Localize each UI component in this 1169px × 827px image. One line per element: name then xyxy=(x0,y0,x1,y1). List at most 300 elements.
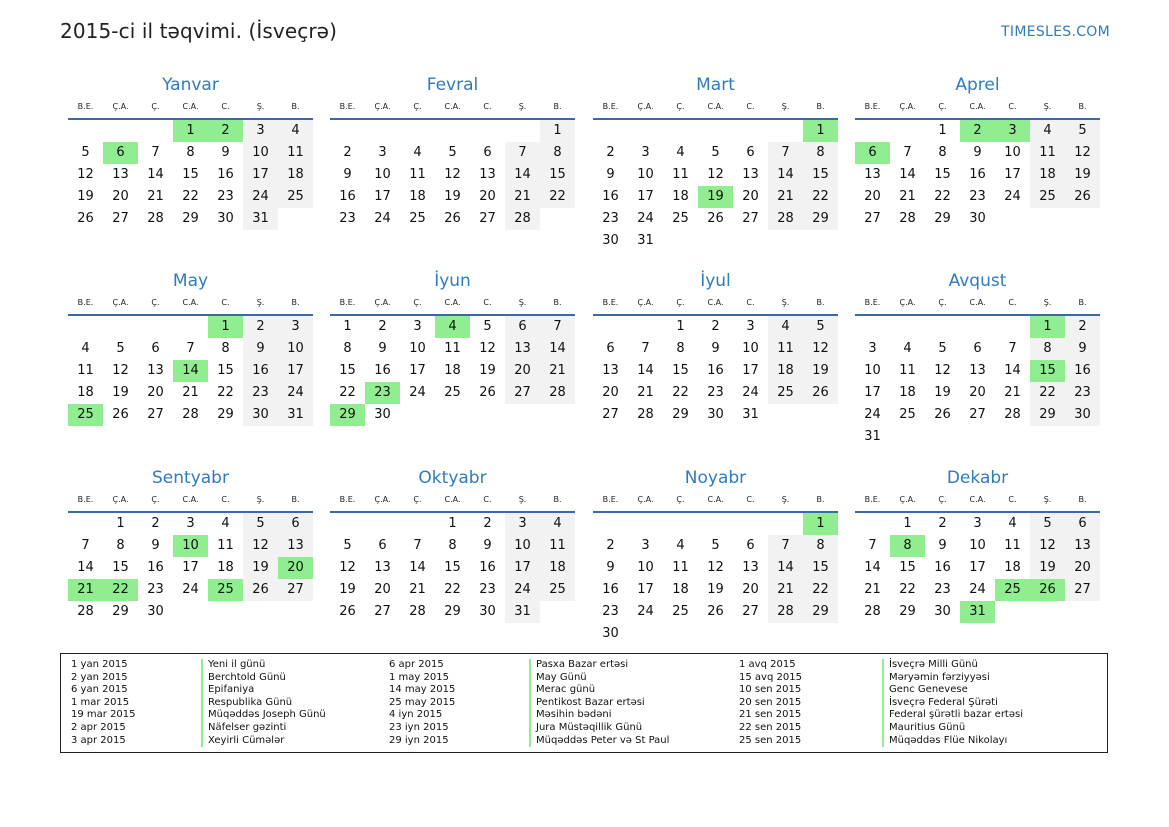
day-cell: 9 xyxy=(483,538,492,553)
day-cell: 20 xyxy=(112,189,129,204)
day-cell: 19 xyxy=(479,363,496,378)
empty-cell xyxy=(593,316,628,338)
day-cell: 3 xyxy=(868,341,877,356)
day-cell: 5 xyxy=(243,513,278,535)
weekday-label: Ç.A. xyxy=(899,298,916,307)
month-yanvar xyxy=(68,74,313,230)
legend-date: 25 sen 2015 xyxy=(739,734,802,746)
month-name: Noyabr xyxy=(684,468,747,488)
legend-holiday-name: May Günü xyxy=(536,671,587,683)
day-cell: 11 xyxy=(1030,142,1065,164)
day-cell: 7 xyxy=(81,538,90,553)
day-cell: 22 xyxy=(899,582,916,597)
legend-date: 29 iyn 2015 xyxy=(389,734,449,746)
day-cell: 29 xyxy=(182,211,199,226)
day-cell: 22 xyxy=(339,385,356,400)
day-cell: 30 xyxy=(479,604,496,619)
day-cell: 4 xyxy=(1008,516,1017,531)
holiday-day: 22 xyxy=(103,579,138,601)
month-name: Mart xyxy=(696,75,735,95)
day-cell: 6 xyxy=(505,316,540,338)
empty-cell xyxy=(855,120,890,142)
weekday-label: C.A. xyxy=(182,298,199,307)
day-cell: 1 xyxy=(938,123,947,138)
day-cell: 27 xyxy=(479,211,496,226)
day-cell: 25 xyxy=(672,604,689,619)
day-cell: 8 xyxy=(221,341,230,356)
day-cell: 10 xyxy=(637,167,654,182)
day-grid xyxy=(593,316,838,426)
day-cell: 26 xyxy=(707,604,724,619)
legend-date: 2 yan 2015 xyxy=(71,671,128,683)
day-cell: 9 xyxy=(606,560,615,575)
day-cell: 6 xyxy=(1065,513,1100,535)
day-grid xyxy=(330,513,575,623)
legend-holiday-name: Jura Müstəqillik Günü xyxy=(536,721,643,733)
day-cell: 6 xyxy=(606,341,615,356)
empty-cell xyxy=(890,316,925,338)
empty-cell xyxy=(400,120,435,142)
legend-date: 10 sen 2015 xyxy=(739,684,802,696)
day-cell: 12 xyxy=(707,560,724,575)
day-cell: 27 xyxy=(278,579,313,601)
day-cell: 22 xyxy=(934,189,951,204)
day-cell: 3 xyxy=(973,516,982,531)
weekday-label: Ç.A. xyxy=(112,298,129,307)
weekday-label: C.A. xyxy=(182,102,199,111)
day-cell: 22 xyxy=(672,385,689,400)
day-cell: 22 xyxy=(1030,382,1065,404)
holiday-day: 31 xyxy=(960,601,995,623)
weekday-label: C.A. xyxy=(707,102,724,111)
day-cell: 9 xyxy=(973,145,982,160)
day-cell: 24 xyxy=(1004,189,1021,204)
day-cell: 15 xyxy=(217,363,234,378)
weekday-label: B.E. xyxy=(339,495,356,504)
day-grid xyxy=(68,316,313,426)
legend-holiday-name: Genc Genevese xyxy=(889,684,968,696)
legend-holiday-name: Respublika Günü xyxy=(208,696,293,708)
weekday-label: Ş. xyxy=(1043,298,1052,307)
day-cell: 14 xyxy=(147,167,164,182)
day-cell: 28 xyxy=(540,382,575,404)
day-cell: 10 xyxy=(243,142,278,164)
day-cell: 20 xyxy=(742,189,759,204)
day-cell: 30 xyxy=(147,604,164,619)
day-cell: 1 xyxy=(540,120,575,142)
day-cell: 20 xyxy=(505,360,540,382)
month-name: Dekabr xyxy=(946,468,1009,488)
day-cell: 27 xyxy=(602,407,619,422)
day-cell: 12 xyxy=(112,363,129,378)
empty-cell xyxy=(103,120,138,142)
day-cell: 28 xyxy=(1004,407,1021,422)
weekday-label: Ç. xyxy=(676,495,685,504)
weekday-label: B.E. xyxy=(602,298,619,307)
day-cell: 30 xyxy=(217,211,234,226)
day-cell: 27 xyxy=(742,211,759,226)
day-cell: 11 xyxy=(672,167,689,182)
day-cell: 1 xyxy=(343,319,352,334)
empty-cell xyxy=(68,513,103,535)
holiday-day: 14 xyxy=(173,360,208,382)
day-cell: 24 xyxy=(374,211,391,226)
day-cell: 10 xyxy=(505,535,540,557)
day-cell: 25 xyxy=(672,211,689,226)
day-cell: 13 xyxy=(742,167,759,182)
day-cell: 18 xyxy=(899,385,916,400)
weekday-label: C.A. xyxy=(444,298,461,307)
holiday-day: 19 xyxy=(698,186,733,208)
empty-cell xyxy=(365,513,400,535)
day-cell: 11 xyxy=(77,363,94,378)
day-cell: 24 xyxy=(864,407,881,422)
day-grid xyxy=(855,120,1100,230)
weekday-label: Ç. xyxy=(413,495,422,504)
day-cell: 17 xyxy=(409,363,426,378)
month-i̇yul xyxy=(593,270,838,426)
day-cell: 14 xyxy=(409,560,426,575)
legend-date: 20 sen 2015 xyxy=(739,696,802,708)
weekday-label: C.A. xyxy=(444,495,461,504)
day-cell: 20 xyxy=(602,385,619,400)
day-cell: 22 xyxy=(803,579,838,601)
month-aprel xyxy=(855,74,1100,230)
month-name: Sentyabr xyxy=(152,468,229,488)
day-cell: 2 xyxy=(1065,316,1100,338)
empty-cell xyxy=(628,513,663,535)
day-cell: 11 xyxy=(409,167,426,182)
day-cell: 12 xyxy=(1065,142,1100,164)
day-cell: 20 xyxy=(147,385,164,400)
day-cell: 28 xyxy=(864,604,881,619)
legend-date: 1 mar 2015 xyxy=(71,696,130,708)
day-cell: 20 xyxy=(742,582,759,597)
weekday-label: B.E. xyxy=(339,298,356,307)
day-cell: 17 xyxy=(637,189,654,204)
day-cell: 6 xyxy=(378,538,387,553)
day-cell: 17 xyxy=(182,560,199,575)
day-cell: 24 xyxy=(278,382,313,404)
weekday-label: Ş. xyxy=(518,102,527,111)
day-cell: 26 xyxy=(1065,186,1100,208)
day-cell: 16 xyxy=(707,363,724,378)
weekday-label: B. xyxy=(1078,102,1087,111)
day-cell: 18 xyxy=(540,557,575,579)
weekday-label: C. xyxy=(746,298,755,307)
weekday-label: C.A. xyxy=(707,298,724,307)
day-cell: 21 xyxy=(182,385,199,400)
day-cell: 4 xyxy=(676,538,685,553)
day-cell: 12 xyxy=(803,338,838,360)
day-cell: 29 xyxy=(803,601,838,623)
day-cell: 28 xyxy=(147,211,164,226)
day-cell: 14 xyxy=(77,560,94,575)
weekday-label: Ş. xyxy=(256,298,265,307)
day-grid xyxy=(68,120,313,230)
day-cell: 5 xyxy=(711,538,720,553)
day-cell: 3 xyxy=(378,145,387,160)
day-cell: 30 xyxy=(1065,404,1100,426)
month-dekabr xyxy=(855,467,1100,623)
day-cell: 24 xyxy=(969,582,986,597)
holiday-day: 26 xyxy=(1030,579,1065,601)
site-link[interactable]: TIMESLES.COM xyxy=(1001,24,1110,40)
weekday-label: B.E. xyxy=(602,495,619,504)
day-cell: 29 xyxy=(444,604,461,619)
day-cell: 5 xyxy=(343,538,352,553)
weekday-label: C. xyxy=(746,495,755,504)
day-cell: 10 xyxy=(409,341,426,356)
day-cell: 16 xyxy=(934,560,951,575)
day-cell: 21 xyxy=(1004,385,1021,400)
weekday-label: B.E. xyxy=(864,495,881,504)
weekday-label: B. xyxy=(553,298,562,307)
empty-cell xyxy=(733,120,768,142)
day-cell: 20 xyxy=(969,385,986,400)
day-cell: 12 xyxy=(479,341,496,356)
day-cell: 13 xyxy=(505,338,540,360)
weekday-header xyxy=(330,96,575,120)
weekday-label: Ç.A. xyxy=(374,298,391,307)
day-cell: 15 xyxy=(934,167,951,182)
day-cell: 20 xyxy=(479,189,496,204)
empty-cell xyxy=(330,513,365,535)
day-cell: 2 xyxy=(243,316,278,338)
month-may xyxy=(68,270,313,426)
weekday-label: B. xyxy=(1078,495,1087,504)
day-cell: 30 xyxy=(243,404,278,426)
day-cell: 11 xyxy=(899,363,916,378)
legend-date: 23 iyn 2015 xyxy=(389,721,449,733)
day-cell: 4 xyxy=(540,513,575,535)
day-grid xyxy=(330,120,575,230)
weekday-label: Ç. xyxy=(151,298,160,307)
weekday-label: C.A. xyxy=(969,298,986,307)
day-cell: 17 xyxy=(374,189,391,204)
day-cell: 11 xyxy=(444,341,461,356)
day-cell: 18 xyxy=(672,189,689,204)
legend-holiday-name: Müqəddəs Peter və St Paul xyxy=(536,734,670,746)
day-cell: 3 xyxy=(505,513,540,535)
day-cell: 15 xyxy=(540,164,575,186)
day-cell: 28 xyxy=(182,407,199,422)
day-cell: 2 xyxy=(343,145,352,160)
weekday-label: C. xyxy=(746,102,755,111)
day-cell: 13 xyxy=(278,535,313,557)
day-cell: 10 xyxy=(1004,145,1021,160)
day-grid xyxy=(593,513,838,645)
weekday-header xyxy=(593,292,838,316)
legend-date: 6 yan 2015 xyxy=(71,684,128,696)
month-name: Aprel xyxy=(955,75,1000,95)
day-cell: 5 xyxy=(1030,513,1065,535)
holiday-day: 2 xyxy=(960,120,995,142)
day-cell: 24 xyxy=(637,604,654,619)
day-cell: 29 xyxy=(803,208,838,230)
weekday-label: Ç.A. xyxy=(374,495,391,504)
empty-cell xyxy=(890,120,925,142)
day-cell: 16 xyxy=(602,582,619,597)
day-cell: 2 xyxy=(938,516,947,531)
day-cell: 8 xyxy=(938,145,947,160)
day-cell: 29 xyxy=(217,407,234,422)
day-cell: 23 xyxy=(339,211,356,226)
holiday-day: 20 xyxy=(278,557,313,579)
day-cell: 18 xyxy=(77,385,94,400)
holiday-day: 10 xyxy=(173,535,208,557)
day-cell: 22 xyxy=(540,186,575,208)
day-cell: 29 xyxy=(1030,404,1065,426)
day-cell: 14 xyxy=(864,560,881,575)
weekday-label: Ç. xyxy=(938,298,947,307)
day-cell: 21 xyxy=(768,186,803,208)
day-cell: 23 xyxy=(934,582,951,597)
day-cell: 24 xyxy=(409,385,426,400)
holiday-day: 29 xyxy=(330,404,365,426)
holiday-day: 25 xyxy=(208,579,243,601)
day-cell: 23 xyxy=(969,189,986,204)
day-cell: 12 xyxy=(444,167,461,182)
day-cell: 19 xyxy=(77,189,94,204)
day-cell: 4 xyxy=(278,120,313,142)
day-cell: 14 xyxy=(899,167,916,182)
weekday-label: B. xyxy=(816,298,825,307)
weekday-label: C.A. xyxy=(182,495,199,504)
holiday-day: 1 xyxy=(208,316,243,338)
day-cell: 17 xyxy=(864,385,881,400)
day-cell: 17 xyxy=(243,164,278,186)
legend-holiday-name: Epifaniya xyxy=(208,684,255,696)
day-cell: 8 xyxy=(186,145,195,160)
day-cell: 8 xyxy=(116,538,125,553)
holiday-day: 3 xyxy=(995,120,1030,142)
legend-holiday-name: Näfelser gəzinti xyxy=(208,721,287,733)
weekday-label: Ç.A. xyxy=(637,102,654,111)
empty-cell xyxy=(505,120,540,142)
day-cell: 1 xyxy=(448,516,457,531)
legend-names xyxy=(882,659,1023,747)
legend-holiday-name: İsveçrə Federal Şürəti xyxy=(889,696,998,708)
day-cell: 15 xyxy=(672,363,689,378)
day-cell: 10 xyxy=(374,167,391,182)
holiday-day: 1 xyxy=(803,513,838,535)
empty-cell xyxy=(663,513,698,535)
day-cell: 26 xyxy=(77,211,94,226)
weekday-label: Ç.A. xyxy=(899,495,916,504)
weekday-label: C. xyxy=(483,102,492,111)
day-cell: 15 xyxy=(803,164,838,186)
weekday-label: B. xyxy=(1078,298,1087,307)
day-cell: 4 xyxy=(676,145,685,160)
day-cell: 28 xyxy=(409,604,426,619)
weekday-label: C. xyxy=(221,495,230,504)
day-cell: 16 xyxy=(969,167,986,182)
legend-holiday-name: Federal şürətli bazar ertəsi xyxy=(889,709,1023,721)
holiday-day: 6 xyxy=(855,142,890,164)
empty-cell xyxy=(768,120,803,142)
day-cell: 5 xyxy=(803,316,838,338)
day-cell: 19 xyxy=(112,385,129,400)
empty-cell xyxy=(138,316,173,338)
day-cell: 28 xyxy=(505,208,540,230)
legend-holiday-name: Məryəmin fərziyyəsi xyxy=(889,671,990,683)
day-cell: 4 xyxy=(1030,120,1065,142)
day-cell: 29 xyxy=(899,604,916,619)
day-cell: 10 xyxy=(278,338,313,360)
day-cell: 11 xyxy=(217,538,234,553)
day-cell: 7 xyxy=(151,145,160,160)
day-cell: 18 xyxy=(444,363,461,378)
day-cell: 2 xyxy=(606,538,615,553)
empty-cell xyxy=(628,316,663,338)
weekday-label: Ç.A. xyxy=(899,102,916,111)
weekday-label: Ç. xyxy=(938,102,947,111)
empty-cell xyxy=(768,513,803,535)
month-fevral xyxy=(330,74,575,230)
weekday-header xyxy=(330,489,575,513)
day-cell: 8 xyxy=(803,142,838,164)
weekday-label: Ş. xyxy=(1043,495,1052,504)
legend-dates xyxy=(739,659,802,747)
empty-cell xyxy=(698,513,733,535)
day-cell: 15 xyxy=(899,560,916,575)
day-cell: 2 xyxy=(378,319,387,334)
weekday-header xyxy=(593,489,838,513)
holiday-day: 1 xyxy=(173,120,208,142)
day-cell: 21 xyxy=(505,186,540,208)
empty-cell xyxy=(103,316,138,338)
day-cell: 15 xyxy=(339,363,356,378)
day-cell: 13 xyxy=(1065,535,1100,557)
day-cell: 17 xyxy=(1004,167,1021,182)
day-cell: 4 xyxy=(903,341,912,356)
day-cell: 3 xyxy=(243,120,278,142)
legend-date: 2 apr 2015 xyxy=(71,721,126,733)
day-cell: 12 xyxy=(707,167,724,182)
weekday-label: B.E. xyxy=(339,102,356,111)
day-cell: 21 xyxy=(864,582,881,597)
empty-cell xyxy=(925,316,960,338)
day-cell: 26 xyxy=(803,382,838,404)
day-cell: 23 xyxy=(217,189,234,204)
holiday-day: 25 xyxy=(68,404,103,426)
day-cell: 11 xyxy=(540,535,575,557)
day-cell: 13 xyxy=(374,560,391,575)
empty-cell xyxy=(593,120,628,142)
month-name: Yanvar xyxy=(162,75,219,95)
weekday-label: Ç.A. xyxy=(637,298,654,307)
day-grid xyxy=(68,513,313,623)
day-cell: 13 xyxy=(864,167,881,182)
day-cell: 25 xyxy=(409,211,426,226)
day-cell: 12 xyxy=(243,535,278,557)
day-cell: 2 xyxy=(606,145,615,160)
empty-cell xyxy=(138,120,173,142)
day-cell: 1 xyxy=(903,516,912,531)
day-cell: 16 xyxy=(1065,360,1100,382)
day-cell: 28 xyxy=(768,208,803,230)
day-cell: 1 xyxy=(676,319,685,334)
legend-date: 21 sen 2015 xyxy=(739,709,802,721)
holiday-day: 21 xyxy=(68,579,103,601)
day-cell: 28 xyxy=(899,211,916,226)
day-cell: 3 xyxy=(641,145,650,160)
legend-holiday-name: Pasxa Bazar ertəsi xyxy=(536,659,629,670)
day-cell: 5 xyxy=(448,145,457,160)
weekday-label: B.E. xyxy=(77,102,94,111)
legend-holiday-name: Pentikost Bazar ertəsi xyxy=(536,696,645,708)
